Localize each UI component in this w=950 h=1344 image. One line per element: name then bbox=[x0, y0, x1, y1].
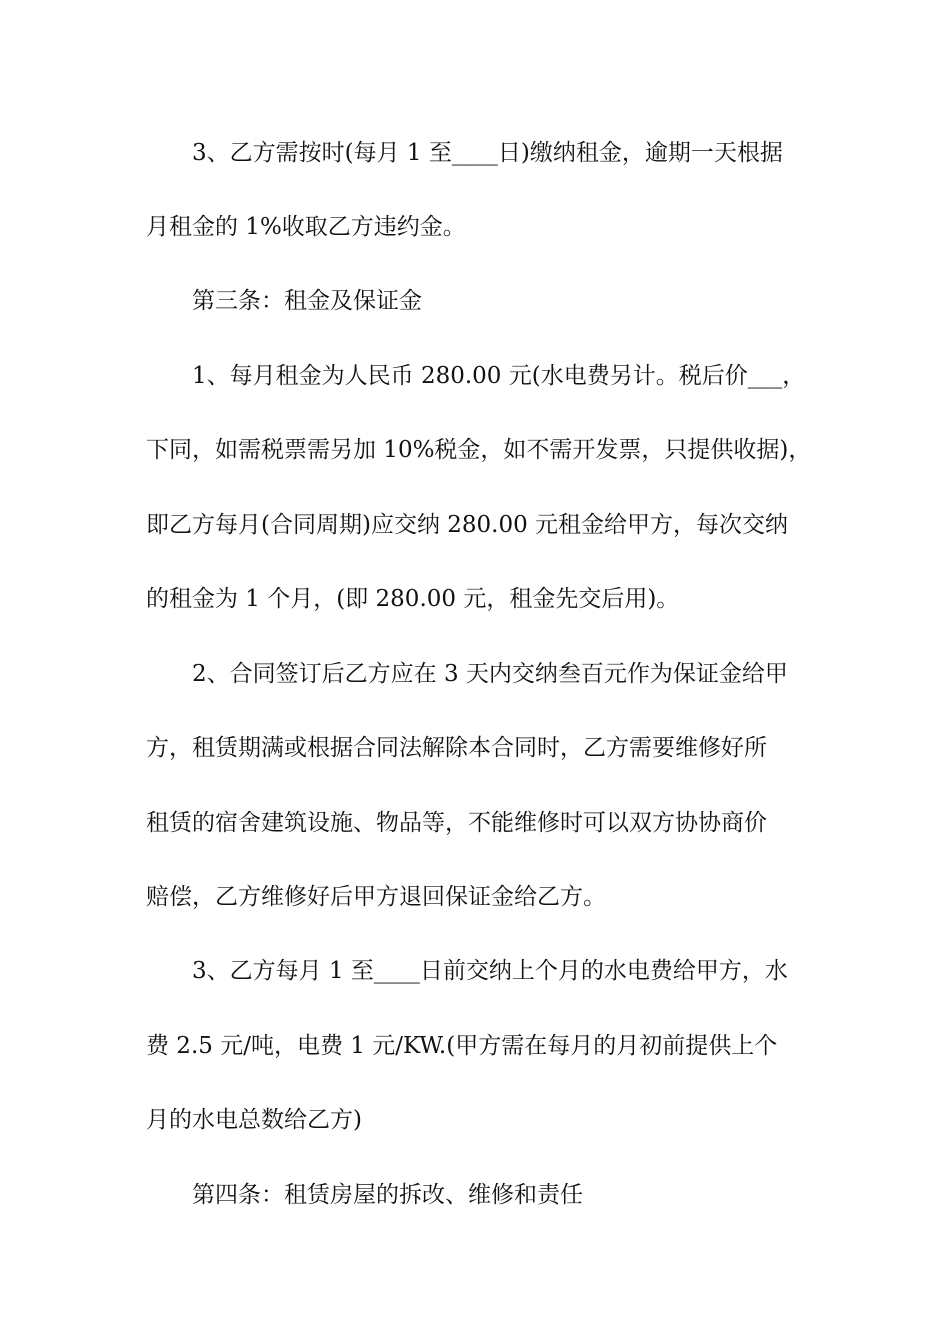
section-heading: 第三条：租金及保证金 bbox=[192, 288, 422, 314]
paragraph-line: 月租金的 1%收取乙方违约金。 bbox=[146, 214, 466, 240]
paragraph-line: 租赁的宿舍建筑设施、物品等，不能维修时可以双方协协商价 bbox=[146, 810, 767, 836]
section-heading: 第四条：租赁房屋的拆改、维修和责任 bbox=[192, 1182, 583, 1208]
paragraph-line: 月的水电总数给乙方) bbox=[146, 1107, 362, 1133]
paragraph-line: 下同，如需税票需另加 10%税金，如不需开发票，只提供收据)， bbox=[146, 437, 812, 463]
paragraph-line: 3、乙方每月 1 至____日前交纳上个月的水电费给甲方，水 bbox=[192, 958, 788, 984]
paragraph-line: 即乙方每月(合同周期)应交纳 280.00 元租金给甲方，每次交纳 bbox=[146, 512, 789, 538]
paragraph-line: 3、乙方需按时(每月 1 至____日)缴纳租金，逾期一天根据 bbox=[192, 140, 783, 166]
paragraph-line: 方，租赁期满或根据合同法解除本合同时，乙方需要维修好所 bbox=[146, 735, 767, 761]
paragraph-line: 的租金为 1 个月，(即 280.00 元，租金先交后用)。 bbox=[146, 586, 680, 612]
paragraph-line: 赔偿，乙方维修好后甲方退回保证金给乙方。 bbox=[146, 884, 606, 910]
paragraph-line: 1、每月租金为人民币 280.00 元(水电费另计。税后价___， bbox=[192, 363, 806, 389]
paragraph-line: 2、合同签订后乙方应在 3 天内交纳叁百元作为保证金给甲 bbox=[192, 661, 788, 687]
paragraph-line: 费 2.5 元/吨，电费 1 元/KW.(甲方需在每月的月初前提供上个 bbox=[146, 1033, 778, 1059]
